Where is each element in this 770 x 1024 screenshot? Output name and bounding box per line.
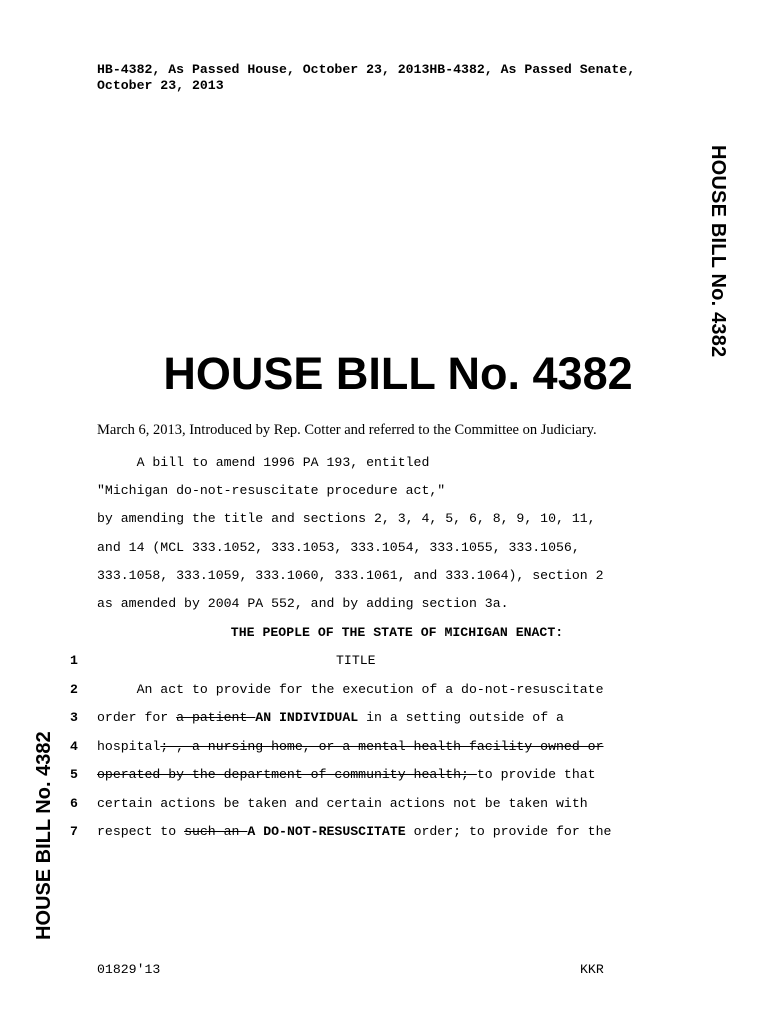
text-segment: order for: [97, 710, 177, 725]
line-number: 5: [70, 767, 78, 782]
section-heading-title: TITLE: [336, 653, 376, 668]
bill-text-line: certain actions be taken and certain actions not be taken with: [97, 796, 588, 811]
line-number: 7: [70, 824, 78, 839]
side-label-left: [32, 720, 56, 940]
footer-initials: KKR: [580, 962, 604, 977]
bill-text-line: [97, 767, 596, 782]
preamble-line: by amending the title and sections 2, 3, 4, 5, 6, 8, 9, 10, 11,: [97, 511, 596, 526]
side-label-left-text: HOUSE BILL No. 4382: [33, 731, 55, 940]
footer-document-code: 01829'13: [97, 962, 161, 977]
text-segment: order; to provide for the: [405, 824, 612, 839]
struck-text: a patient: [176, 710, 256, 725]
struck-text: ; , a nursing home, or a mental health facility owned or: [160, 739, 604, 754]
line-number: 4: [70, 739, 78, 754]
text-segment: to provide that: [476, 767, 596, 782]
text-segment: respect to: [97, 824, 185, 839]
enacting-clause: THE PEOPLE OF THE STATE OF MICHIGAN ENACT:: [230, 625, 564, 640]
bill-title: HOUSE BILL No. 4382: [163, 348, 633, 399]
struck-text: operated by the department of community health;: [97, 767, 477, 782]
header-line-2: October 23, 2013: [97, 78, 224, 93]
inserted-text: AN INDIVIDUAL: [255, 710, 359, 725]
line-number: 1: [70, 653, 78, 668]
document-header: [97, 62, 635, 94]
text-segment: in a setting outside of a: [358, 710, 564, 725]
struck-text: such an: [184, 824, 248, 839]
line-number: 6: [70, 796, 78, 811]
preamble-line: A bill to amend 1996 PA 193, entitled: [97, 455, 430, 470]
introduction-line: March 6, 2013, Introduced by Rep. Cotter and referred to the Committee on Judiciary.: [97, 422, 597, 438]
bill-text-line: [97, 710, 564, 725]
text-segment: hospital: [97, 739, 161, 754]
preamble-line: 333.1058, 333.1059, 333.1060, 333.1061, and 333.1064), section 2: [97, 568, 604, 583]
bill-text-line: [97, 824, 611, 839]
preamble-line: "Michigan do-not-resuscitate procedure act,": [97, 483, 446, 498]
line-number: 3: [70, 710, 78, 725]
header-line-1: HB-4382, As Passed House, October 23, 2013HB-4382, As Passed Senate,: [97, 62, 636, 77]
inserted-text: A DO-NOT-RESUSCITATE: [247, 824, 406, 839]
bill-text-line: An act to provide for the execution of a do-not-resuscitate: [97, 682, 604, 697]
preamble-line: as amended by 2004 PA 552, and by adding section 3a.: [97, 596, 509, 611]
bill-text-line: [97, 739, 604, 754]
preamble-line: and 14 (MCL 333.1052, 333.1053, 333.1054, 333.1055, 333.1056,: [97, 540, 580, 555]
side-label-right: HOUSE BILL No. 4382: [707, 145, 729, 358]
line-number: 2: [70, 682, 78, 697]
